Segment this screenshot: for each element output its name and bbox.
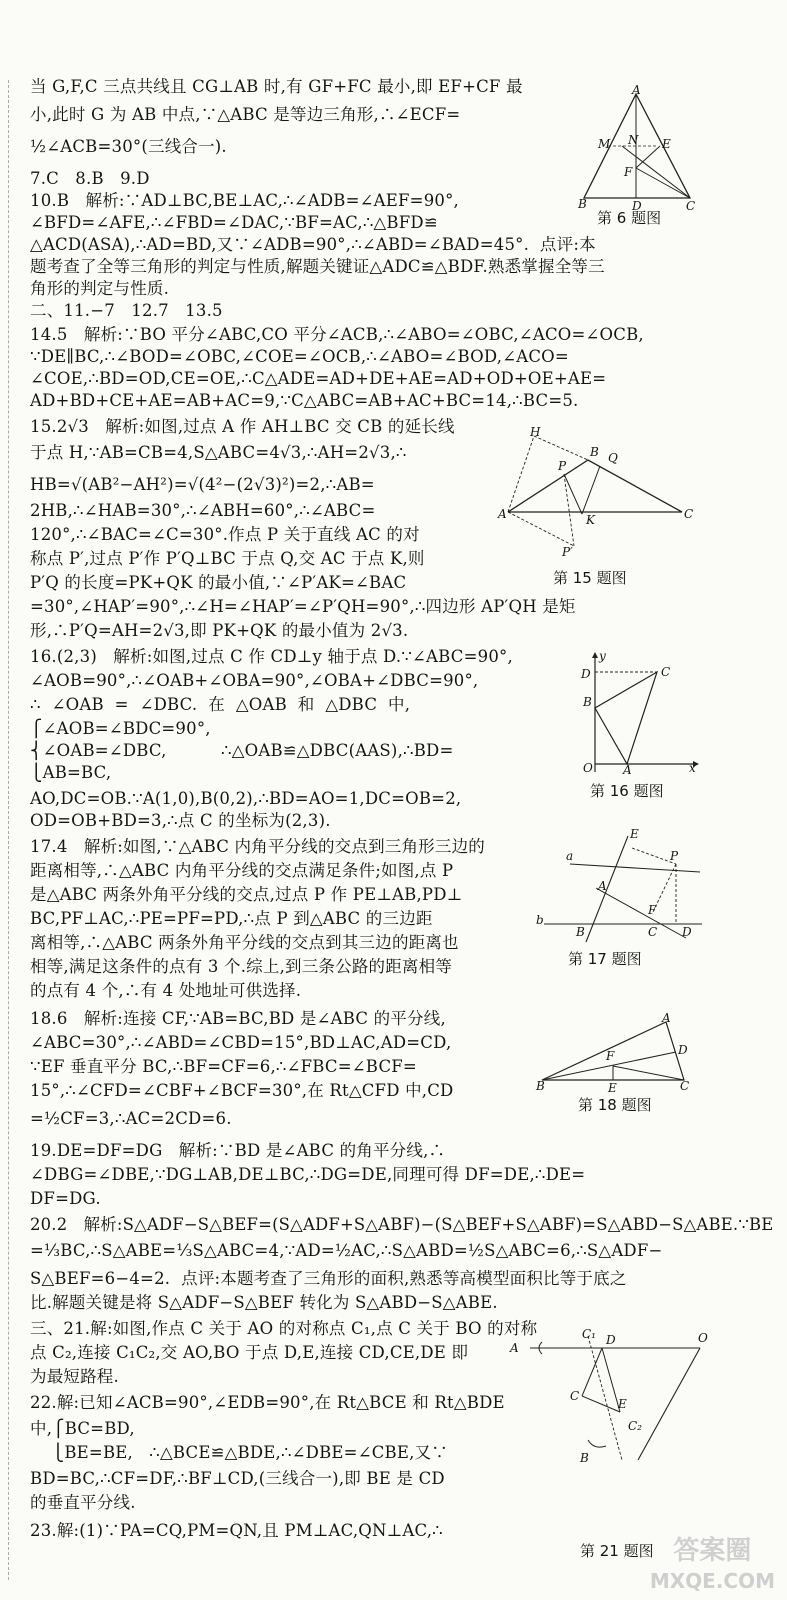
svg-text:C: C bbox=[661, 665, 671, 679]
svg-text:F: F bbox=[648, 903, 657, 917]
svg-text:D: D bbox=[632, 199, 642, 213]
text-line: 三、21.解:如图,作点 C 关于 AO 的对称点 C₁,点 C 关于 BO 的对称 bbox=[30, 1319, 538, 1338]
text-line: ∠AOB=90°,∴∠OAB+∠OBA=90°,∠OBA+∠DBC=90°, bbox=[30, 671, 479, 690]
text-line: =30°,∠HAP′=90°,∴∠H=∠HAP′=∠P′QH=90°,∴四边形 AP′QH 是矩 bbox=[30, 597, 576, 616]
svg-text:M: M bbox=[598, 137, 611, 151]
text-line: ∵EF 垂直平分 BC,∴BF=CF=6,∴∠FBC=∠BCF= bbox=[30, 1057, 417, 1076]
svg-text:E: E bbox=[662, 137, 671, 151]
text-line: ⎩AB=BC, bbox=[30, 763, 112, 782]
watermark-url: MXQE.COM bbox=[649, 1569, 775, 1593]
figure-21-caption: 第 21 题图 bbox=[580, 1542, 654, 1560]
figure-6 bbox=[578, 83, 698, 213]
figure-17 bbox=[536, 828, 706, 948]
text-line: 为最短路程. bbox=[30, 1367, 119, 1386]
svg-text:B: B bbox=[576, 925, 585, 939]
text-line: DF=DG. bbox=[30, 1189, 101, 1208]
svg-text:O: O bbox=[583, 761, 593, 775]
text-line: OD=OB+BD=3,∴点 C 的坐标为(2,3). bbox=[30, 811, 331, 830]
svg-text:C: C bbox=[684, 507, 694, 521]
text-line: 16.(2,3) 解析:如图,过点 C 作 CD⊥y 轴于点 D.∵∠ABC=90°, bbox=[30, 647, 513, 666]
svg-text:D: D bbox=[581, 667, 591, 681]
svg-text:C₂: C₂ bbox=[628, 1419, 642, 1433]
text-line: 中,⎧BC=BD, bbox=[30, 1419, 135, 1438]
text-line: 是△ABC 两条外角平分线的交点,过点 P 作 PE⊥AB,PD⊥ bbox=[30, 885, 463, 904]
figure-18 bbox=[534, 1011, 694, 1095]
svg-text:C₁: C₁ bbox=[582, 1327, 596, 1341]
figure-15-caption: 第 15 题图 bbox=[553, 569, 627, 587]
text-line: 2HB,∴∠HAB=30°,∴∠ABH=60°,∴∠ABC= bbox=[30, 501, 376, 520]
svg-text:B: B bbox=[580, 1451, 589, 1465]
text-line: 23.解:(1)∵PA=CQ,PM=QN,且 PM⊥AC,QN⊥AC,∴ bbox=[30, 1521, 443, 1540]
text-line: BC,PF⊥AC,∴PE=PF=PD,∴点 P 到△ABC 的三边距 bbox=[30, 909, 433, 928]
text-line: ⎩BE=BE, ∴△BCE≌△BDE,∴∠DBE=∠CBE,又∵ bbox=[30, 1443, 448, 1462]
text-line: 的垂直平分线. bbox=[30, 1493, 136, 1512]
text-line: 称点 P′,过点 P′作 P′Q⊥BC 于点 Q,交 AC 于点 K,则 bbox=[30, 549, 425, 568]
svg-text:P: P bbox=[558, 459, 567, 473]
text-line: 角形的判定与性质. bbox=[30, 279, 170, 298]
text-line: 相等,满足这条件的点有 3 个.综上,到三条公路的距离相等 bbox=[30, 957, 453, 976]
svg-text:D: D bbox=[606, 1333, 616, 1347]
svg-text:C: C bbox=[680, 1079, 690, 1093]
watermark-title: 答案圈 bbox=[673, 1536, 752, 1566]
svg-text:D: D bbox=[678, 1043, 688, 1057]
text-line: ⎨∠OAB=∠DBC, ∴△OAB≌△DBC(AAS),∴BD= bbox=[30, 741, 454, 760]
svg-text:H: H bbox=[530, 425, 541, 439]
svg-text:y: y bbox=[599, 649, 606, 663]
figure-6-caption: 第 6 题图 bbox=[597, 209, 662, 227]
svg-text:x: x bbox=[689, 761, 696, 775]
svg-text:D: D bbox=[682, 925, 692, 939]
svg-text:Q: Q bbox=[608, 451, 618, 465]
text-line: ∠DBG=∠DBE,∵DG⊥AB,DE⊥BC,∴DG=DE,同理可得 DF=DE,∴DE= bbox=[30, 1165, 586, 1184]
svg-text:B: B bbox=[578, 197, 587, 211]
text-line: ⎧∠AOB=∠BDC=90°, bbox=[30, 719, 211, 738]
text-line: ∵DE∥BC,∴∠BOD=∠OBC,∠COE=∠OCB,∴∠ABO=∠BOD,∠ACO= bbox=[30, 347, 569, 366]
text-line: 于点 H,∵AB=CB=4,S△ABC=4√3,∴AH=2√3,∴ bbox=[30, 443, 407, 462]
text-line: ∠COE,∴BD=OD,CE=OE,∴C△ADE=AD+DE+AE=AD+OD+OE+AE= bbox=[30, 369, 607, 388]
svg-text:C: C bbox=[648, 925, 658, 939]
text-line: 离相等,∴△ABC 两条外角平分线的交点到其三边的距离也 bbox=[30, 933, 459, 952]
text-line: 18.6 解析:连接 CF,∵AB=BC,BD 是∠ABC 的平分线, bbox=[30, 1009, 446, 1028]
svg-text:a: a bbox=[566, 849, 574, 863]
text-line: ∴ ∠OAB = ∠DBC. 在 △OAB 和 △DBC 中, bbox=[30, 695, 411, 714]
svg-text:O: O bbox=[698, 1331, 708, 1345]
svg-text:E: E bbox=[618, 1397, 627, 1411]
text-line: 19.DE=DF=DG 解析:∵BD 是∠ABC 的角平分线,∴ bbox=[30, 1141, 446, 1160]
text-line: HB=√(AB²−AH²)=√(4²−(2√3)²)=2,∴AB= bbox=[30, 475, 375, 494]
svg-text:B: B bbox=[583, 695, 592, 709]
text-line: 二、11.−7 12.7 13.5 bbox=[30, 301, 223, 320]
text-line: AD+BD+CE+AE=AB+AC=9,∵C△ABC=AB+AC+BC=14,∴BC=5. bbox=[30, 391, 579, 410]
svg-text:N: N bbox=[628, 133, 639, 147]
figure-21 bbox=[510, 1327, 708, 1480]
text-line: 20.2 解析:S△ADF−S△BEF=(S△ADF+S△ABF)−(S△BEF+S△ABF)=S△ABD−S△ABE.∵BE bbox=[30, 1215, 774, 1234]
text-line: ∠ABC=30°,∴∠ABD=∠CBD=15°,BD⊥AC,AD=CD, bbox=[30, 1033, 452, 1052]
figure-16 bbox=[575, 648, 701, 777]
svg-text:B: B bbox=[536, 1079, 545, 1093]
svg-text:E: E bbox=[630, 827, 639, 841]
svg-text:F: F bbox=[606, 1049, 615, 1063]
svg-text:A: A bbox=[598, 879, 607, 893]
text-line: =⅓BC,∴S△ABE=⅓S△ABC=4,∵AD=½AC,∴S△ABD=½S△ABC=6,∴S△ADF− bbox=[30, 1241, 663, 1260]
text-line: 7.C 8.B 9.D bbox=[30, 169, 150, 188]
figure-17-caption: 第 17 题图 bbox=[568, 950, 642, 968]
text-line: =½CF=3,∴AC=2CD=6. bbox=[30, 1109, 232, 1128]
svg-text:A: A bbox=[498, 507, 507, 521]
binding-margin-rule bbox=[8, 80, 10, 1580]
text-line: 点 C₂,连接 C₁C₂,交 AO,BO 于点 D,E,连接 CD,CE,DE 即 bbox=[30, 1343, 469, 1362]
text-line: ½∠ACB=30°(三线合一). bbox=[30, 137, 227, 156]
svg-text:A: A bbox=[510, 1341, 519, 1355]
text-line: AO,DC=OB.∵A(1,0),B(0,2),∴BD=AO=1,DC=OB=2, bbox=[30, 789, 462, 808]
text-line: 题考查了全等三角形的判定与性质,解题关键证△ADC≌△BDF.熟悉掌握全等三 bbox=[30, 257, 605, 276]
text-line: 17.4 解析:如图,∵△ABC 内角平分线的交点到三角形三边的 bbox=[30, 837, 485, 856]
svg-text:A: A bbox=[662, 1011, 671, 1025]
svg-text:C: C bbox=[570, 1389, 580, 1403]
text-line: 当 G,F,C 三点共线且 CG⊥AB 时,有 GF+FC 最小,即 EF+CF 最 bbox=[30, 77, 523, 96]
svg-text:A: A bbox=[632, 83, 641, 97]
text-line: 形,∴P′Q=AH=2√3,即 PK+QK 的最小值为 2√3. bbox=[30, 621, 409, 640]
svg-text:E: E bbox=[608, 1081, 617, 1095]
text-line: 14.5 解析:∵BO 平分∠ABC,CO 平分∠ACB,∴∠ABO=∠OBC,∠ACO=∠OCB, bbox=[30, 325, 644, 344]
figure-16-caption: 第 16 题图 bbox=[590, 782, 664, 800]
svg-text:b: b bbox=[536, 913, 544, 927]
svg-text:F: F bbox=[624, 165, 633, 179]
text-line: 小,此时 G 为 AB 中点,∵△ABC 是等边三角形,∴∠ECF= bbox=[30, 105, 461, 124]
text-line: 15°,∴∠CFD=∠CBF+∠BCF=30°,在 Rt△CFD 中,CD bbox=[30, 1081, 454, 1100]
text-line: 比.解题关键是将 S△ADF−S△BEF 转化为 S△ABD−S△ABE. bbox=[30, 1293, 498, 1312]
svg-text:B: B bbox=[590, 445, 599, 459]
text-line: △ACD(ASA),∴AD=BD,又∵∠ADB=90°,∴∠ABD=∠BAD=45°. 点评:本 bbox=[30, 235, 596, 254]
figure-18-caption: 第 18 题图 bbox=[578, 1096, 652, 1114]
text-line: 的点有 4 个,∴有 4 处地址可供选择. bbox=[30, 981, 302, 1000]
svg-text:C: C bbox=[686, 199, 696, 213]
text-line: 15.2√3 解析:如图,过点 A 作 AH⊥BC 交 CB 的延长线 bbox=[30, 417, 455, 436]
svg-text:A: A bbox=[623, 763, 632, 777]
figure-15 bbox=[498, 425, 698, 568]
text-line: ∠BFD=∠AFE,∴∠FBD=∠DAC,∵BF=AC,∴△BFD≌ bbox=[30, 213, 438, 232]
text-line: 120°,∴∠BAC=∠C=30°.作点 P 关于直线 AC 的对 bbox=[30, 525, 420, 544]
text-line: P′Q 的长度=PK+QK 的最小值,∵∠P′AK=∠BAC bbox=[30, 573, 407, 592]
watermark bbox=[650, 1536, 775, 1596]
text-line: 距离相等,∴△ABC 内角平分线的交点满足条件;如图,点 P bbox=[30, 861, 454, 880]
text-line: 10.B 解析:∵AD⊥BC,BE⊥AC,∴∠ADB=∠AEF=90°, bbox=[30, 191, 459, 210]
text-line: S△BEF=6−4=2. 点评:本题考查了三角形的面积,熟悉等高模型面积比等于底之 bbox=[30, 1269, 627, 1288]
svg-text:P: P bbox=[670, 849, 679, 863]
svg-text:K: K bbox=[586, 513, 595, 527]
text-line: 22.解:已知∠ACB=90°,∠EDB=90°,在 Rt△BCE 和 Rt△BDE bbox=[30, 1393, 505, 1412]
text-line: BD=BC,∴CF=DF,∴BF⊥CD,(三线合一),即 BE 是 CD bbox=[30, 1469, 445, 1488]
svg-text:P′: P′ bbox=[562, 545, 573, 559]
